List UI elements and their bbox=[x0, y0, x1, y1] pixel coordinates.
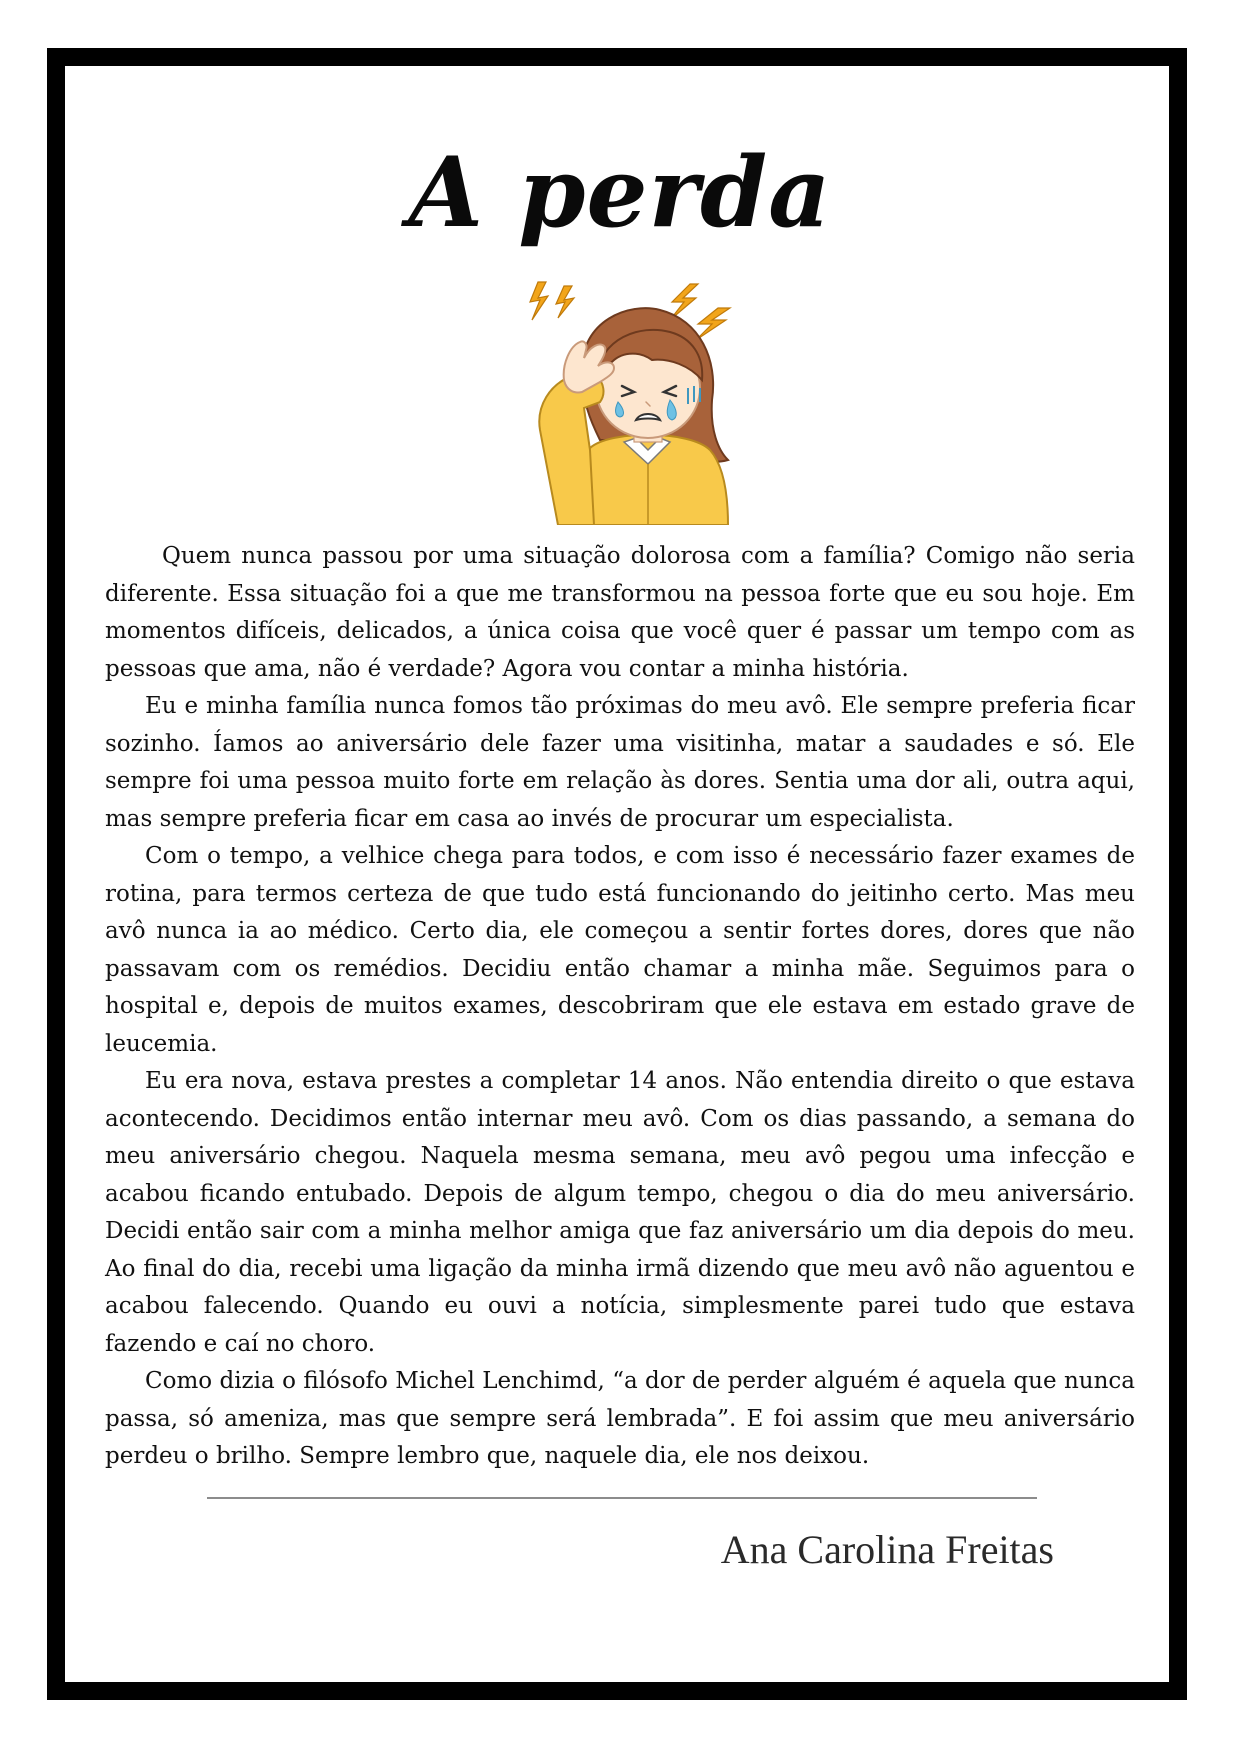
page-title: A perda bbox=[408, 136, 832, 249]
paragraph: Eu e minha família nunca fomos tão próximas do meu avô. Ele sempre preferia ficar sozinho. Íamos ao aniversário dele fazer uma visitinha, matar a saudades e só. Ele sempre foi uma pessoa muito forte em relação às dores. Sentia uma dor ali, outra aqui, mas sempre preferia ficar em casa ao invés de procurar um especialista. bbox=[105, 693, 1135, 832]
paragraph: Como dizia o filósofo Michel Lenchimd, “a dor de perder alguém é aquela que nunca passa, só ameniza, mas que sempre será lembrada”. E foi assim que meu aniversário perdeu o brilho. Sempre lembro que, naquele dia, ele nos deixou. bbox=[105, 1368, 1135, 1469]
author-name: Ana Carolina Freitas bbox=[720, 1527, 1054, 1572]
paragraph: Quem nunca passou por uma situação dolorosa com a família? Comigo não seria diferente. Essa situação foi a que me transformou na pessoa forte que eu sou hoje. Em momentos difíceis, delicados, a única coisa que você quer é passar um tempo com as pessoas que ama, não é verdade? Agora vou contar a minha história. bbox=[105, 543, 1135, 682]
story-text bbox=[105, 538, 1135, 1476]
paragraph: Com o tempo, a velhice chega para todos, e com isso é necessário fazer exames de rotina, para termos certeza de que tudo está funcionando do jeitinho certo. Mas meu avô nunca ia ao médico. Certo dia, ele começou a sentir fortes dores, dores que não passavam com os remédios. Decidiu então chamar a minha mãe. Seguimos para o hospital e, depois de muitos exames, descobriram que ele estava em estado grave de leucemia. bbox=[105, 843, 1135, 1057]
headache-girl-icon bbox=[520, 280, 770, 525]
signature-divider bbox=[207, 1497, 1037, 1499]
paragraph: Eu era nova, estava prestes a completar 14 anos. Não entendia direito o que estava acontecendo. Decidimos então internar meu avô. Com os dias passando, a semana do meu aniversário chegou. Naquela mesma semana, meu avô pegou uma infecção e acabou ficando entubado. Depois de algum tempo, chegou o dia do meu aniversário. Decidi então sair com a minha melhor amiga que faz aniversário um dia depois do meu. Ao final do dia, recebi uma ligação da minha irmã dizendo que meu avô não aguentou e acabou falecendo. Quando eu ouvi a notícia, simplesmente parei tudo que estava fazendo e caí no choro. bbox=[105, 1068, 1135, 1357]
